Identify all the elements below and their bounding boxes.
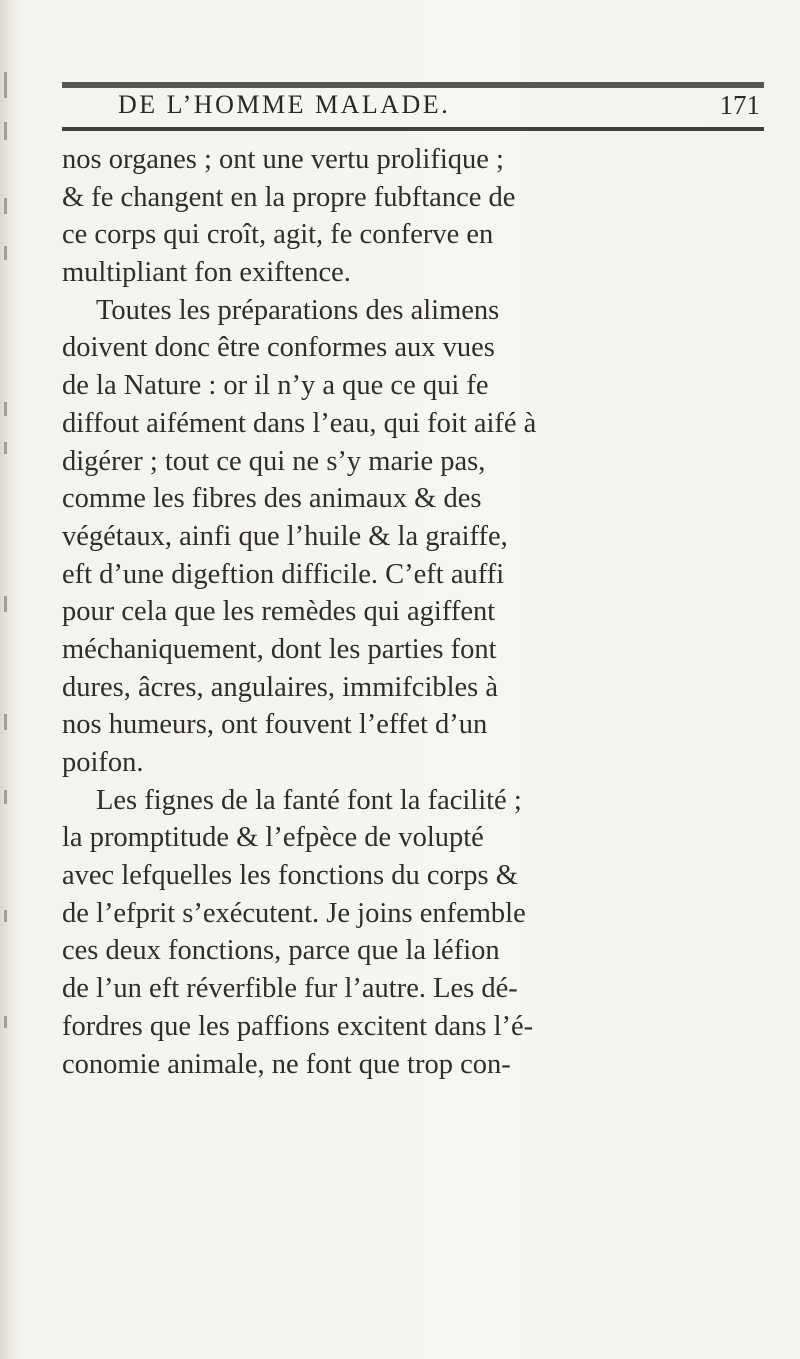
text-line: méchaniquement, dont les parties font [62,633,497,665]
text-line: dures, âcres, angulaires, immifcibles à [62,671,499,703]
text-line: ce corps qui croît, agit, fe conferve en [62,219,494,251]
text-line: pour cela que les remèdes qui agiffent [62,596,496,628]
text-line: nos humeurs, ont fouvent l’effet d’un [62,709,488,741]
text-line: digérer ; tout ce qui ne s’y marie pas, [62,445,486,477]
body-text [62,141,782,1083]
paragraph-start-line: Les fignes de la fanté font la facilité ; [96,784,522,816]
paragraph-start-line: Toutes les préparations des alimens [96,294,500,326]
text-line: de l’un eft réverfible fur l’autre. Les dé- [62,973,518,1005]
text-line: comme les fibres des animaux & des [62,483,482,515]
text-line: multipliant fon exiftence. [62,257,351,289]
text-line: avec lefquelles les fonctions du corps & [62,860,518,892]
text-line: ces deux fonctions, parce que la léfion [62,935,500,967]
header-rule [62,127,764,131]
running-head [118,88,768,132]
text-line: végétaux, ainfi que l’huile & la graiffe, [62,520,508,552]
page-number: 171 [719,90,760,120]
text-line: conomie animale, ne font que trop con- [62,1048,511,1080]
text-line: poifon. [62,747,144,778]
text-line: fordres que les paffions excitent dans l’é- [62,1010,534,1042]
text-line: doivent donc être conformes aux vues [62,332,495,364]
text-line: nos organes ; ont une vertu prolifique ; [62,144,504,175]
text-line: de la Nature : or il n’y a que ce qui fe [62,370,489,402]
binding-gutter [0,0,12,1359]
text-line: eft d’une digeftion difficile. C’eft auffi [62,558,505,590]
running-title: DE L’HOMME MALADE. [118,90,451,119]
text-line: la promptitude & l’efpèce de volupté [62,822,484,854]
text-line: de l’efprit s’exécutent. Je joins enfemble [62,897,526,929]
text-line: & fe changent en la propre fubftance de [62,181,516,213]
text-line: diffout aifément dans l’eau, qui foit aifé à [62,407,537,439]
